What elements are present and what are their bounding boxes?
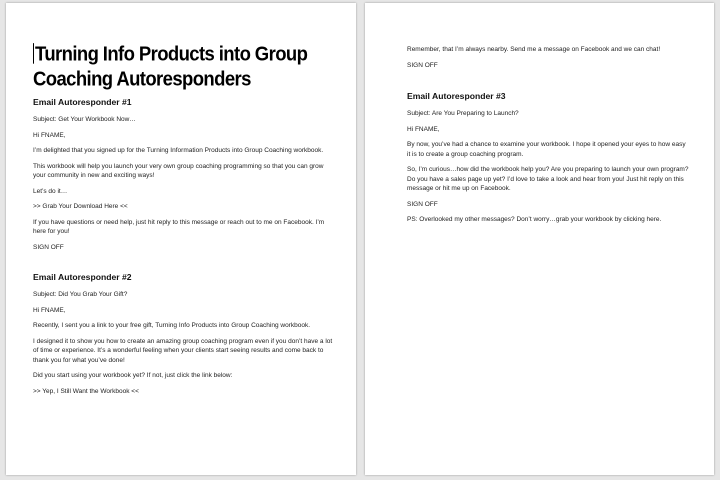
call-to-action[interactable]: >> Yep, I Still Want the Workbook << xyxy=(33,387,139,395)
section-heading[interactable]: Email Autoresponder #2 xyxy=(33,272,132,282)
document-title-text[interactable]: Turning Info Products into Group Coaching Autoresponders xyxy=(33,42,308,90)
sign-off[interactable]: SIGN OFF xyxy=(407,200,438,208)
document-page-2 xyxy=(365,3,714,475)
paragraph[interactable]: By now, you’ve had a chance to examine your workbook. I hope it opened your eyes to how easy it is to create a group coaching program. xyxy=(407,141,686,158)
email-greeting[interactable]: Hi FNAME, xyxy=(33,306,66,314)
email-subject[interactable]: Subject: Are You Preparing to Launch? xyxy=(407,110,519,117)
call-to-action[interactable]: >> Grab Your Download Here << xyxy=(33,203,128,210)
autoresponder-section-2 xyxy=(33,272,336,396)
paragraph[interactable]: I designed it to show you how to create an amazing group coaching program even if you don’t have a lot of time or experience. It’s a wonderful feeling when your clients start seeing results and come back to thank you for what you’ve done! xyxy=(33,337,333,364)
email-subject[interactable]: Subject: Get Your Workbook Now… xyxy=(33,116,136,123)
email-greeting[interactable]: Hi FNAME, xyxy=(407,125,440,133)
document-page-1 xyxy=(6,3,356,475)
paragraph[interactable]: Let’s do it… xyxy=(33,187,68,195)
spacer xyxy=(407,76,690,91)
document-title[interactable] xyxy=(33,41,336,91)
paragraph[interactable]: So, I’m curious…how did the workbook help you? Are you preparing to launch your own program? Do you have a sales page up yet? I’d love to take a look and hear from you! Just hit reply on this message or hit me up on Facebook. xyxy=(407,166,689,192)
section-heading[interactable]: Email Autoresponder #3 xyxy=(407,91,506,101)
continued-text xyxy=(407,45,690,70)
paragraph[interactable]: Recently, I sent you a link to your free gift, Turning Info Products into Group Coaching workbook. xyxy=(33,322,310,329)
autoresponder-section-3 xyxy=(407,91,690,225)
section-heading[interactable]: Email Autoresponder #1 xyxy=(33,97,132,107)
email-subject[interactable]: Subject: Did You Grab Your Gift? xyxy=(33,291,128,298)
text-cursor xyxy=(33,43,34,64)
paragraph[interactable]: Did you start using your workbook yet? If not, just click the link below: xyxy=(33,372,233,379)
sign-off[interactable]: SIGN OFF xyxy=(407,61,438,69)
paragraph[interactable]: This workbook will help you launch your very own group coaching programming so that you can grow your community in new and exciting ways! xyxy=(33,162,324,179)
autoresponder-section-1 xyxy=(33,97,336,252)
paragraph[interactable]: I’m delighted that you signed up for the Turning Information Products into Group Coaching workbook. xyxy=(33,147,324,154)
paragraph[interactable]: If you have questions or need help, just hit reply to this message or reach out to me on Facebook. I’m here for you! xyxy=(33,218,325,235)
email-greeting[interactable]: Hi FNAME, xyxy=(33,131,66,139)
paragraph[interactable]: Remember, that I’m always nearby. Send me a message on Facebook and we can chat! xyxy=(407,46,661,53)
spacer xyxy=(33,258,336,272)
sign-off[interactable]: SIGN OFF xyxy=(33,243,64,251)
postscript[interactable]: PS: Overlooked my other messages? Don’t worry…grab your workbook by clicking here. xyxy=(407,216,662,223)
